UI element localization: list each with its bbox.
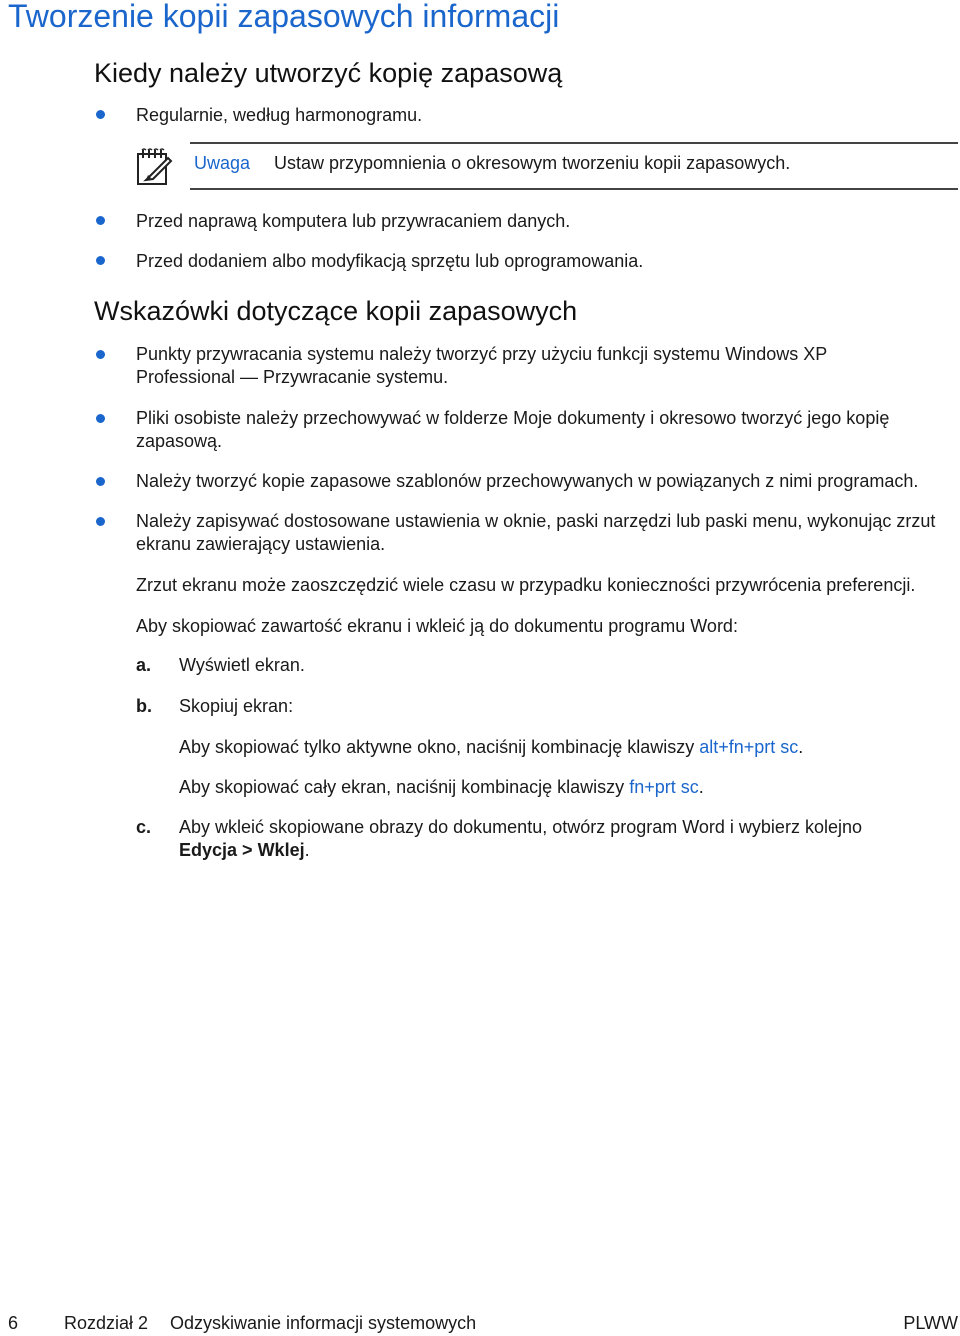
bullet-icon [96, 256, 105, 265]
step-substep [179, 736, 949, 759]
step-letter: a. [136, 655, 152, 675]
step-text-part: . [304, 840, 310, 860]
footer-chapter-title: Odzyskiwanie informacji systemowych [170, 1313, 477, 1333]
step-text-part: Aby wkleić skopiowane obrazy do dokumentu, otwórz program Word i wybierz kolejno [179, 817, 862, 837]
paragraph: Aby skopiować zawartość ekranu i wkleić ją do dokumentu programu Word: [136, 616, 738, 636]
key-combination: fn+prt sc [629, 777, 699, 797]
footer-chapter: Rozdział 2 [64, 1313, 149, 1333]
substep-text: . [798, 737, 804, 757]
page-title: Tworzenie kopii zapasowych informacji [8, 0, 560, 34]
section-heading-tips: Wskazówki dotyczące kopii zapasowych [94, 296, 578, 326]
step-letter: c. [136, 817, 152, 837]
note-text: Ustaw przypomnienia o okresowym tworzeniu kopii zapasowych. [274, 153, 791, 173]
list-item: Regularnie, według harmonogramu. [136, 105, 423, 125]
step-text [179, 816, 924, 862]
footer-code: PLWW [903, 1313, 958, 1333]
bullet-icon [96, 110, 105, 119]
bullet-icon [96, 350, 105, 359]
step-text: Skopiuj ekran: [179, 696, 294, 716]
list-item: Przed naprawą komputera lub przywracaniem danych. [136, 211, 571, 231]
list-item: Należy tworzyć kopie zapasowe szablonów przechowywanych w powiązanych z nimi programach. [136, 471, 919, 491]
bullet-icon [96, 517, 105, 526]
menu-name: Edycja [179, 840, 238, 860]
note-label: Uwaga [194, 153, 251, 173]
footer-page-number: 6 [8, 1313, 19, 1333]
bullet-icon [96, 216, 105, 225]
bullet-icon [96, 414, 105, 423]
step-substep [179, 776, 949, 799]
substep-text: Aby skopiować tylko aktywne okno, naciśnij kombinację klawiszy [179, 737, 700, 757]
substep-text: . [698, 777, 704, 797]
list-item: Pliki osobiste należy przechowywać w folderze Moje dokumenty i okresowo tworzyć jego kopię zapasową. [136, 408, 890, 451]
note-top-rule [190, 142, 958, 144]
list-item: Należy zapisywać dostosowane ustawienia w oknie, paski narzędzi lub paski menu, wykonując zrzut ekranu zawierający ustawienia. [136, 511, 936, 554]
list-item: Przed dodaniem albo modyfikacją sprzętu lub oprogramowania. [136, 251, 644, 271]
step-letter: b. [136, 696, 152, 716]
note-bottom-rule [190, 188, 958, 190]
menu-name: Wklej [257, 840, 305, 860]
paragraph: Zrzut ekranu może zaoszczędzić wiele czasu w przypadku konieczności przywrócenia preferencji. [136, 575, 916, 595]
bullet-icon [96, 477, 105, 486]
note-pad-icon [134, 146, 176, 193]
step-text: Wyświetl ekran. [179, 655, 305, 675]
key-combination: alt+fn+prt sc [699, 737, 799, 757]
list-item: Punkty przywracania systemu należy tworzyć przy użyciu funkcji systemu Windows XP Professional — Przywracanie systemu. [136, 344, 827, 387]
section-heading-when: Kiedy należy utworzyć kopię zapasową [94, 58, 563, 88]
substep-text: Aby skopiować cały ekran, naciśnij kombinację klawiszy [179, 777, 630, 797]
menu-separator: > [237, 840, 258, 860]
